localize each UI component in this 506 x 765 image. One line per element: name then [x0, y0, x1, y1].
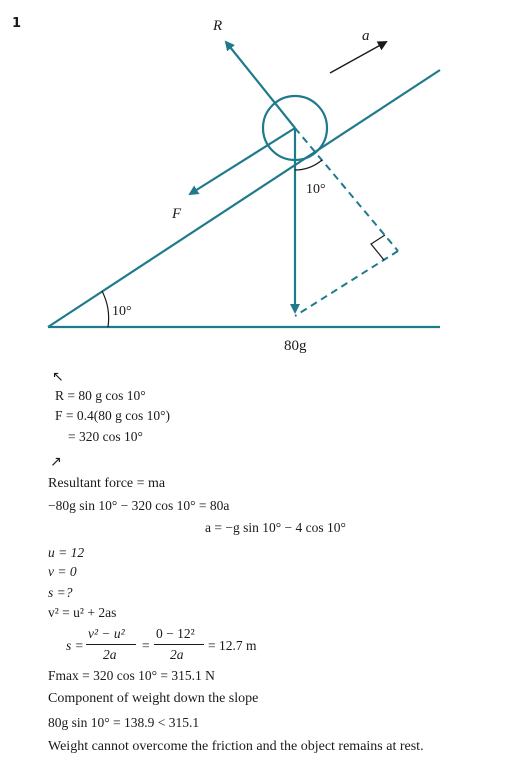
label-R: R: [213, 18, 223, 34]
label-F: F: [172, 206, 182, 222]
friction-equation: F = 0.4(80 g cos 10°): [55, 408, 171, 423]
v-value: v = 0: [48, 564, 77, 579]
label-incline-angle: 10°: [112, 304, 132, 319]
equals-sign: =: [142, 638, 150, 653]
question-number: 1: [12, 16, 22, 31]
incline-line: [48, 70, 440, 327]
s-value: s =?: [48, 585, 73, 600]
fraction-2-denominator: 2a: [170, 647, 184, 662]
inclined-plane-diagram: [0, 0, 506, 370]
component-text: Component of weight down the slope: [48, 691, 259, 706]
fraction-1-denominator: 2a: [103, 647, 117, 662]
conclusion-text: Weight cannot overcome the friction and the object remains at rest.: [48, 739, 424, 754]
s-equation-lhs: s =: [66, 638, 84, 653]
parallel-direction-arrow: ↗: [50, 454, 62, 470]
friction-arrow: [190, 128, 295, 194]
label-weight: 80g: [284, 338, 307, 354]
fraction-2-bar: [154, 644, 204, 645]
incline-angle-arc: [102, 291, 109, 327]
newton-equation: −80g sin 10° − 320 cos 10° = 80a: [48, 498, 230, 513]
fraction-1-numerator: v² − u²: [88, 626, 125, 641]
acceleration-arrow: [330, 42, 386, 73]
label-weight-angle: 10°: [306, 182, 326, 197]
friction-equation-cont: = 320 cos 10°: [68, 429, 143, 444]
right-angle-marker: [371, 235, 385, 260]
u-value: u = 12: [48, 545, 85, 560]
perpendicular-direction-arrow: ↖: [52, 369, 64, 385]
suvat-equation: v² = u² + 2as: [48, 605, 117, 620]
fraction-1-bar: [86, 644, 136, 645]
displacement-result: = 12.7 m: [208, 638, 257, 653]
resultant-force-text: Resultant force = ma: [48, 476, 166, 491]
label-a: a: [362, 28, 370, 44]
reaction-arrow: [226, 42, 295, 128]
max-friction-equation: Fmax = 320 cos 10° = 315.1 N: [48, 668, 215, 683]
component-dash-2: [295, 251, 398, 316]
reaction-equation: R = 80 g cos 10°: [55, 388, 146, 403]
acceleration-equation: a = −g sin 10° − 4 cos 10°: [205, 520, 346, 535]
component-equation: 80g sin 10° = 138.9 < 315.1: [48, 715, 200, 730]
fraction-2-numerator: 0 − 12²: [156, 626, 195, 641]
